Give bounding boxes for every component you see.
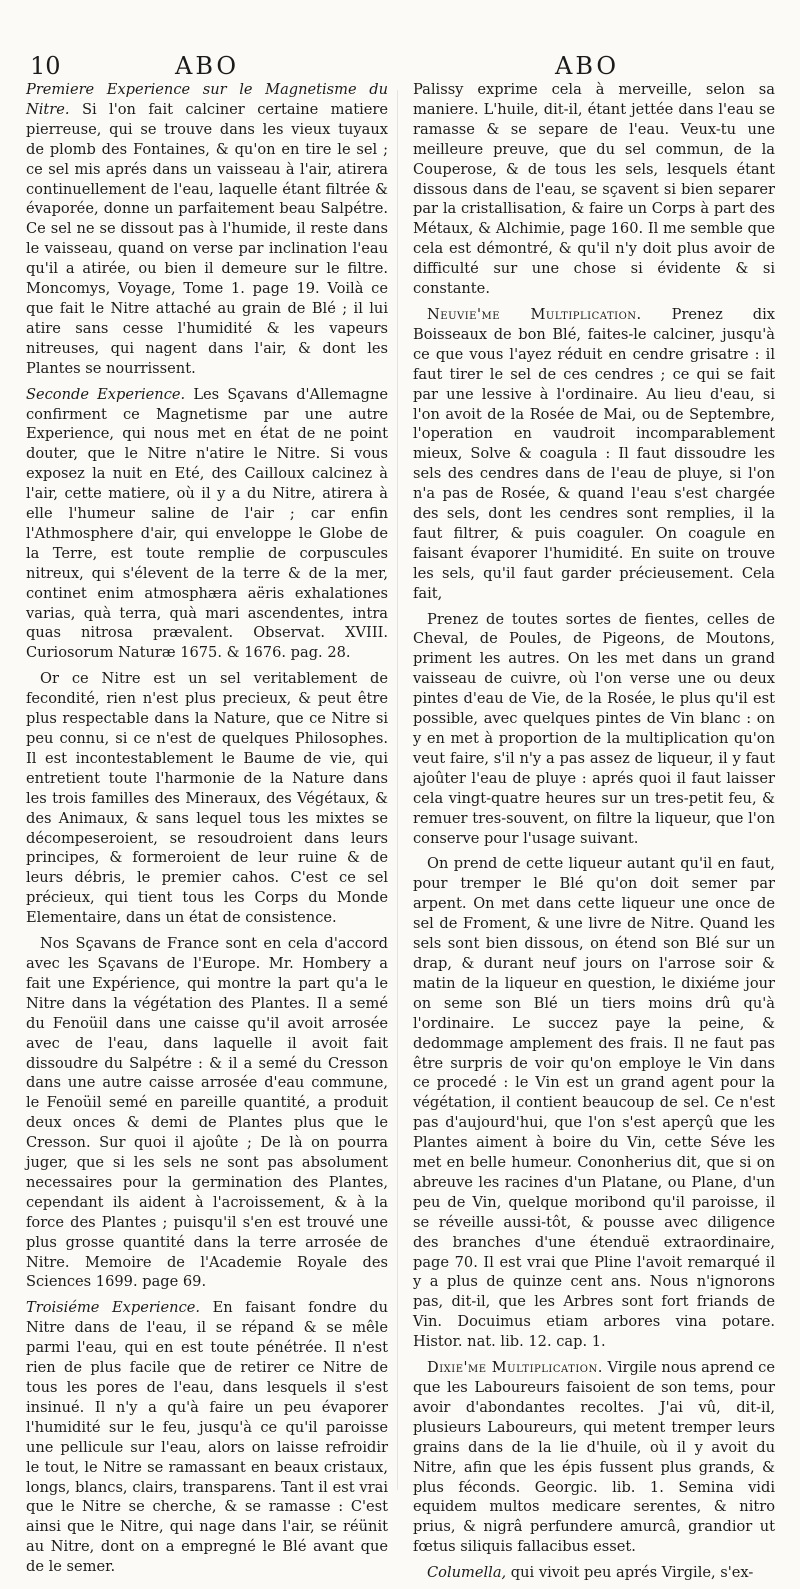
running-head-right: ABO [555,52,620,80]
column-divider [397,90,398,1490]
left-column [26,80,388,1583]
paragraph [413,1358,775,1557]
right-column [413,80,775,1589]
paragraph-text: On prend de cette liqueur autant qu'il en faut, pour tremper le Blé qu'on doit semer par arpent. On met dans cette liqueur une once de sel de Froment, & une livre de Nitre. Quand les sels sont bien dissous, on étend son Blé sur un drap, & durant neuf jours on l'arrose soir & matin de la liqueur en question, le dixiéme jour on seme son Blé un tiers moins drû qu'à l'ordinaire. Le succez paye la peine, & dedommage amplement des frais. Il ne faut pas être surpris de voir qu'on employe le Vin dans ce procedé : le Vin est un grand agent pour la végétation, il contient beaucoup de sel. Ce n'est pas d'aujourd'hui, que l'on s'est aperçû que les Plantes aiment à boire du Vin, cette Séve les met en belle humeur. Cononherius dit, que si on abreuve les racines d'un Platane, ou Plane, d'un peu de Vin, quelque moribond qu'il paroisse, il se réveille aussi-tôt, & pousse avec diligence des branches d'une étenduë extraordinaire, page 70. Il est vrai que Pline l'avoit remarqué il y a plus de quinze cent ans. Nous n'ignorons pas, dit-il, que les Arbres sont fort friands de Vin. Docuimus etiam arbores vina potare. Histor. nat. lib. 12. cap. 1. [413,855,775,1351]
paragraph-text: Prenez dix Boisseaux de bon Blé, faites-le calciner, jusqu'à ce que vous l'ayez réduit en cendre grisatre : il faut tirer le sel de ces cendres ; ce qui se fait par une lessive à l'ordinaire. Au lieu d'eau, si l'on avoit de la Rosée de Mai, ou de Septembre, l'operation en vaudroit incomparablement mieux, Solve & coagula : Il faut dissoudre les sels des cendres dans de l'eau de pluye, si l'on n'a pas de Rosée, & quand l'eau s'est chargée des sels, dont les cendres sont remplies, il la faut filtrer, & puis coaguler. On coagule en faisant évaporer l'humidité. En suite on trouve les sels, qu'il faut garder précieusement. Cela fait, [413,305,775,602]
running-head-left: ABO [175,52,240,80]
paragraph [413,305,775,604]
paragraph-heading: Troisiéme Experience. [26,1299,201,1317]
paragraph [413,80,775,299]
paragraph-heading: Premiere Experience sur le Magnetisme du Nitre. [26,81,388,118]
paragraph-heading: Columella, [427,1564,507,1582]
section-heading: Dixie'me Multiplication. [427,1359,603,1377]
paragraph-text: Si l'on fait calciner certaine matiere pierreuse, qui se trouve dans les vieux tuyaux de plomb des Fontaines, & qu'on en tire le sel ; ce sel mis aprés dans un vaisseau à l'air, atirera continuellement de l'eau, laquelle étant filtrée & évaporée, donne un parfaitement beau Salpétre. Ce sel ne se dissout pas à l'humide, il reste dans le vaisseau, quand on verse par inclination l'eau qu'il a atirée, ou bien il demeure sur le filtre. Moncomys, Voyage, Tome 1. page 19. Voilà ce que fait le Nitre attaché au grain de Blé ; il lui atire sans cesse l'humidité & les vapeurs nitreuses, qui nagent dans l'air, & dont les Plantes se nourrissent. [26,100,388,377]
paragraph-text: Prenez de toutes sortes de fientes, celles de Cheval, de Poules, de Pigeons, de Moutons, priment les autres. On les met dans un grand vaisseau de cuivre, où l'on verse une ou deux pintes d'eau de Vie, de la Rosée, le plus qu'il est possible, avec quelques pintes de Vin blanc : on y en met à proportion de la multiplication qu'on veut faire, s'il n'y a pas assez de liqueur, il y faut ajoûter l'eau de pluye : aprés quoi il faut laisser cela vingt-quatre heures sur un tres-petit feu, & remuer tres-souvent, on filtre la liqueur, que l'on conserve pour l'usage suivant. [413,610,775,847]
paragraph-text: Palissy exprime cela à merveille, selon sa maniere. L'huile, dit-il, étant jettée dans l'eau se ramasse & se separe de l'eau. Veux-tu une meilleure preuve, que du sel commun, de la Couperose, & de tous les sels, lesquels étant dissous dans de l'eau, se sçavent si bien separer par la cristallisation, & faire un Corps à part des Métaux, & Alchimie, page 160. Il me semble que cela est démontré, & qu'il n'y doit plus avoir de difficulté sur une chose si évidente & si constante. [413,81,775,298]
paragraph-text: En faisant fondre du Nitre dans de l'eau, il se répand & se mêle parmi l'eau, qui en est toute pénétrée. Il n'est rien de plus facile que de retirer ce Nitre de tous les pores de l'eau, dans lesquels il s'est insinué. Il n'y a qu'à faire un peu évaporer l'humidité sur le feu, jusqu'à ce qu'il paroisse une pellicule sur l'eau, alors on laisse refroidir le tout, le Nitre se ramassant en beaux cristaux, longs, blancs, clairs, transparens. Tant il est vrai que le Nitre se cherche, & se ramasse : C'est ainsi que le Nitre, qui nage dans l'air, se réünit au Nitre, dont on a empregné le Blé avant que de le semer. [26,1299,388,1576]
paragraph-heading: Seconde Experience. [26,385,186,403]
paragraph [26,1298,388,1577]
paragraph [413,854,775,1352]
page-number: 10 [30,52,61,80]
section-heading: Neuvie'me Multiplication. [427,305,642,323]
paragraph [26,80,388,379]
paragraph [413,1563,775,1583]
paragraph [26,669,388,928]
paragraph-text: Les Sçavans d'Allemagne confirment ce Magnetisme par une autre Experience, qui nous met en état de ne point douter, que le Nitre n'atire le Nitre. Si vous exposez la nuit en Eté, des Cailloux calcinez à l'air, cette matiere, où il y a du Nitre, atirera à elle l'humeur saline de l'air ; car enfin l'Athmosphere d'air, qui enveloppe le Globe de la Terre, est toute remplie de corpuscules nitreux, qui s'élevent de la terre & de la mer, continet enim atmosphæra aëris exhalationes varias, quà terra, quà mari ascendentes, intra quas nitrosa prævalent. Observat. XVIII. Curiosorum Naturæ 1675. & 1676. pag. 28. [26,385,388,662]
paragraph-text: qui vivoit peu aprés Virgile, s'ex- [506,1564,754,1582]
paragraph [26,385,388,664]
paragraph-text: Virgile nous aprend ce que les Laboureurs faisoient de son tems, pour avoir d'abondantes recoltes. J'ai vû, dit-il, plusieurs Laboureurs, qui metent tremper leurs grains dans de la lie d'huile, où il y avoit du Nitre, afin que les épis fussent plus grands, & plus féconds. Georgic. lib. 1. Semina vidi equidem multos medicare serentes, & nitro prius, & nigrâ perfundere amurcâ, grandior ut fœtus siliquis fallacibus esset. [413,1359,775,1556]
paragraph [413,610,775,849]
paragraph-text: Nos Sçavans de France sont en cela d'accord avec les Sçavans de l'Europe. Mr. Hombery a fait une Expérience, qui montre la part qu'a le Nitre dans la végétation des Plantes. Il a semé du Fenoüil dans une caisse qu'il avoit arrosée avec de l'eau, dans laquelle il avoit fait dissoudre du Salpétre : & il a semé du Cresson dans une autre caisse arrosée d'eau commune, le Fenoüil semé en pareille quantité, a produit deux onces & demi de Plantes plus que le Cresson. Sur quoi il ajoûte ; De là on pourra juger, que si les sels ne sont pas absolument necessaires pour la germination des Plantes, cependant ils aident à l'acroissement, & à la force des Plantes ; puisqu'il s'en est trouvé une plus grosse quantité dans la terre arrosée de Nitre. Memoire de l'Academie Royale des Sciences 1699. page 69. [26,935,388,1291]
paragraph [26,934,388,1292]
paragraph-text: Or ce Nitre est un sel veritablement de fecondité, rien n'est plus precieux, & peut être plus respectable dans la Nature, que ce Nitre si peu connu, si ce n'est de quelques Philosophes. Il est incontestablement le Baume de vie, qui entretient toute l'harmonie de la Nature dans les trois familles des Mineraux, des Végétaux, & des Animaux, & sans lequel tous les mixtes se décompeseroient, se resoudroient dans leurs principes, & formeroient de leur ruine & de leurs débris, le premier cahos. C'est ce sel précieux, qui tient tous les Corps du Monde Elementaire, dans un état de consistence. [26,670,388,927]
